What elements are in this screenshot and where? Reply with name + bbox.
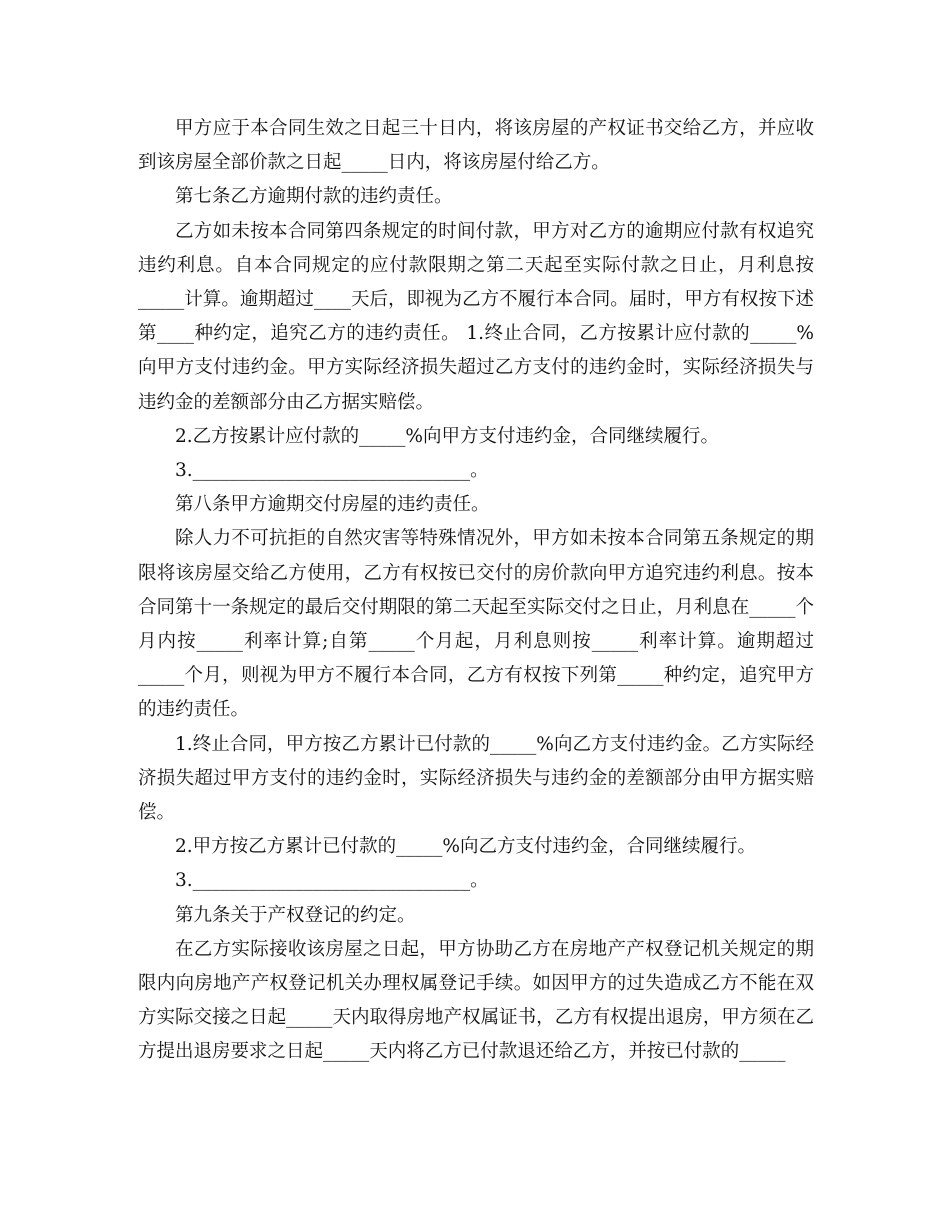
paragraph-delivery-terms: 甲方应于本合同生效之日起三十日内，将该房屋的产权证书交给乙方，并应收到该房屋全部价款之日起_____日内，将该房屋付给乙方。 xyxy=(138,118,814,174)
paragraph-article-8-item-2: 2.甲方按乙方累计已付款的_____%向乙方支付违约金，合同继续履行。 xyxy=(175,836,756,858)
paragraph-article-9-body: 在乙方实际接收该房屋之日起，甲方协助乙方在房地产产权登记机关规定的期限内向房地产产权登记机关办理权属登记手续。如因甲方的过失造成乙方不能在双方实际交接之日起_____天内取得房地产权属证书，乙方有权提出退房，甲方须在乙方提出退房要求之日起_____天内将乙方已付款退还给乙方，并按已付款的_____ xyxy=(138,938,814,1063)
heading-article-8: 第八条甲方逾期交付房屋的违约责任。 xyxy=(175,494,490,516)
paragraph-article-7-item-3: 3.______________________________。 xyxy=(175,460,489,482)
paragraph-article-7-body: 乙方如未按本合同第四条规定的时间付款，甲方对乙方的逾期应付款有权追究违约利息。自本合同规定的应付款限期之第二天起至实际付款之日止，月利息按_____计算。逾期超过____天后，即视为乙方不履行本合同。届时，甲方有权按下述第____种约定，追究乙方的违约责任。 1.终止合同，乙方按累计应付款的_____%向甲方支付违约金。甲方实际经济损失超过乙方支付的违约金时，实际经济损失与违约金的差额部分由乙方据实赔偿。 xyxy=(138,220,814,413)
paragraph-article-8-body: 除人力不可抗拒的自然灾害等特殊情况外，甲方如未按本合同第五条规定的期限将该房屋交给乙方使用，乙方有权按已交付的房价款向甲方追究违约利息。按本合同第十一条规定的最后交付期限的第二天起至实际交付之日止，月利息在_____个月内按_____利率计算;自第_____个月起，月利息则按_____利率计算。逾期超过_____个月，则视为甲方不履行本合同，乙方有权按下列第_____种约定，追究甲方的违约责任。 xyxy=(138,528,814,721)
paragraph-article-8-item-3: 3.______________________________。 xyxy=(175,870,489,892)
paragraph-article-7-item-2: 2.乙方按累计应付款的_____%向甲方支付违约金，合同继续履行。 xyxy=(175,425,719,447)
heading-article-9: 第九条关于产权登记的约定。 xyxy=(175,904,416,926)
heading-article-7: 第七条乙方逾期付款的违约责任。 xyxy=(175,186,453,208)
document-page xyxy=(138,112,814,1070)
paragraph-article-8-item-1: 1.终止合同，甲方按乙方累计已付款的_____%向乙方支付违约金。乙方实际经济损失超过甲方支付的违约金时，实际经济损失与违约金的差额部分由甲方据实赔偿。 xyxy=(138,733,814,824)
